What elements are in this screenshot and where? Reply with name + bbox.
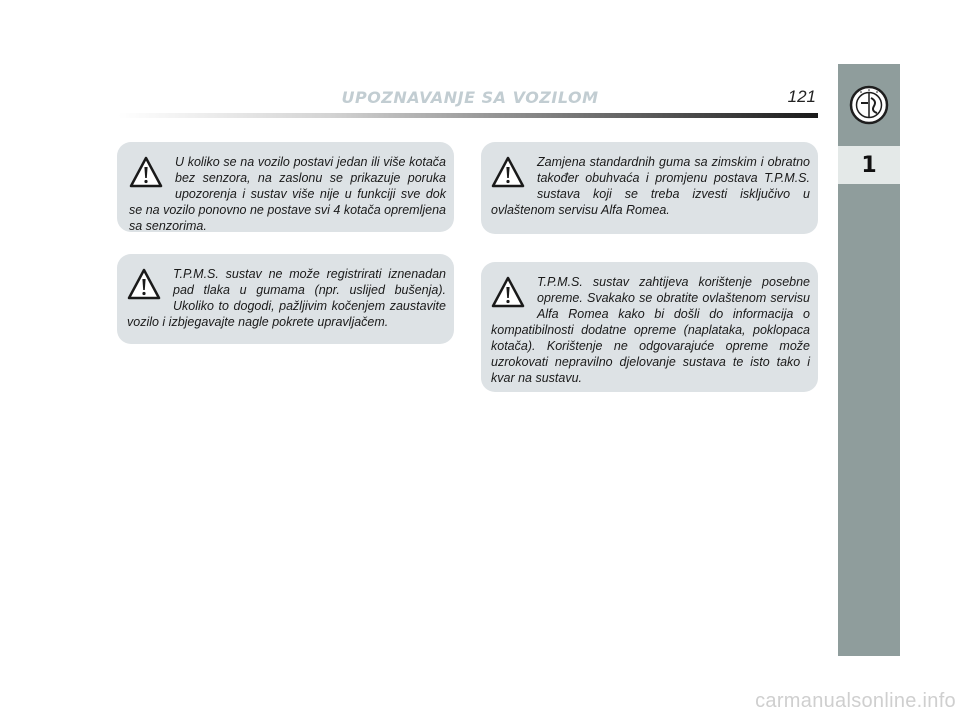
alfa-romeo-logo-icon bbox=[838, 64, 900, 146]
warning-text-1: U koliko se na vozilo postavi jedan ili više kotača bez senzora, na zaslonu se prikazuje poruka upozorenja i sustav više nije u funkciji sve dok se na vozilo ponovno ne postave svi 4 kotača opremljena sa senzorima. bbox=[129, 155, 446, 232]
chapter-number: 1 bbox=[838, 146, 900, 184]
watermark: carmanualsonline.info bbox=[755, 690, 956, 712]
warning-triangle-icon bbox=[491, 276, 525, 308]
warning-box-4 bbox=[481, 262, 818, 392]
page-number: 121 bbox=[787, 87, 816, 106]
warning-text-2: T.P.M.S. sustav ne može registrirati iznenadan pad tlaka u gumama (npr. uslijed bušenja). Ukoliko to dogodi, pažljivim kočenjem zaustavite vozilo i izbjegavajte nagle pokrete upravljačem. bbox=[127, 267, 446, 329]
warning-triangle-icon bbox=[129, 156, 163, 188]
warning-box-1 bbox=[117, 142, 454, 232]
header-rule bbox=[118, 113, 818, 118]
warning-triangle-icon bbox=[127, 268, 161, 300]
warning-box-3 bbox=[481, 142, 818, 234]
warning-text-3: Zamjena standardnih guma sa zimskim i obratno također obuhvaća i promjenu postava T.P.M.S. sustava koji se treba izvesti isključivo u ovlaštenom servisu Alfa Romea. bbox=[491, 155, 810, 217]
section-title: UPOZNAVANJE SA VOZILOM bbox=[341, 88, 599, 107]
warning-box-2 bbox=[117, 254, 454, 344]
warning-text-4: T.P.M.S. sustav zahtijeva korištenje posebne opreme. Svakako se obratite ovlaštenom servisu Alfa Romea kako bi došli do informacija o kompatibilnosti dodatne opreme (naplataka, poklopaca kotača). Korištenje ne odgovarajuće opreme može uzrokovati nepravilno djelovanje sustava te isto tako i kvar na sustavu. bbox=[491, 275, 810, 385]
warning-triangle-icon bbox=[491, 156, 525, 188]
